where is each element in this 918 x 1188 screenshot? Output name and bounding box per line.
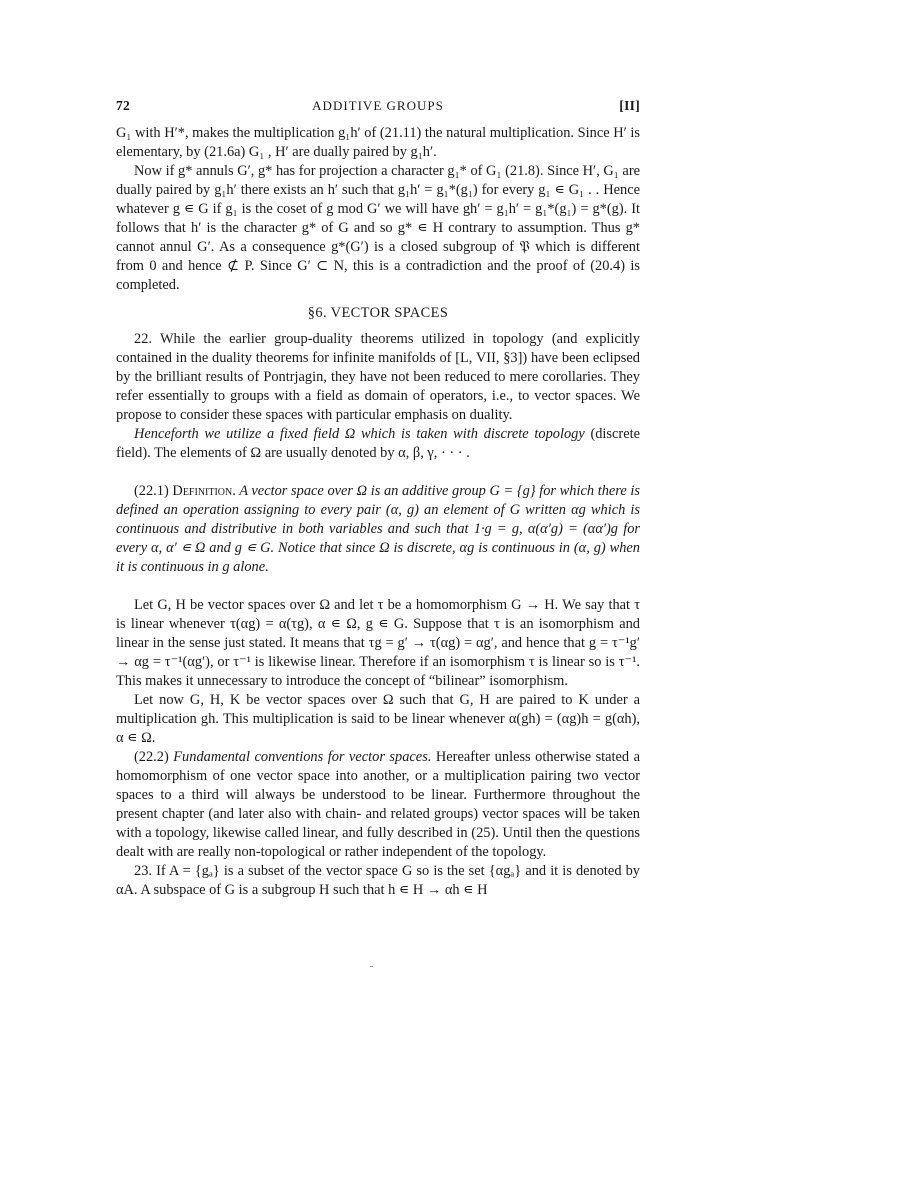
running-title: ADDITIVE GROUPS <box>312 98 444 113</box>
page-body <box>116 96 640 900</box>
running-header <box>116 96 640 116</box>
conventions-rest: Hereafter unless otherwise stated a homomorphism of one vector space into another, or a multiplication pairing two vector spaces to a third will always be understood to be linear. Furthermore throughout the present chapter (and later also with chain- and related groups) vector spaces will be taken with a topology, likewise called linear, and fully described in (25). Until then the questions dealt with are really non-topological or rather independent of the topology. <box>116 749 641 860</box>
page-speck <box>370 966 373 967</box>
definition-label: (22.1) <box>134 483 173 499</box>
paragraph-intro: 22. While the earlier group-duality theorems utilized in topology (and explicitly contained in the duality theorems for infinite manifolds of [L, VII, §3]) have been eclipsed by the brilliant results of Pontrjagin, they have not been reduced to mere corollaries. They refer essentially to groups with a field as domain of operators, i.e., to vector spaces. We propose to consider these spaces with particular emphasis on duality. <box>116 331 640 423</box>
conventions-label: (22.2) <box>134 749 174 765</box>
paragraph-subspace: 23. If A = {gₐ} is a subset of the vector space G so is the set {αgₐ} and it is denoted by αA. A subspace of G is a subgroup H such that h ∊ H → αh ∊ H <box>116 863 640 898</box>
chapter-label: [II] <box>619 98 640 113</box>
paragraph-proof: Now if g* annuls G′, g* has for projection a character g₁* of G₁ (21.8). Since H′, G₁ are dually paired by g₁h′ there exists an h′ such that g₁h′ = g₁*(g₁) for every g₁ ∊ G₁ . . Hence whatever g ∊ G if g₁ is the coset of g mod G′ we will have gh′ = g₁h′ = g₁*(g₁) = g*(g). It follows that h′ is the character g* of G and so g* ∊ H contrary to assumption. Thus g* cannot annul G′. As a consequence g*(G′) is a closed subgroup of 𝔓 which is different from 0 and hence ⊄ P. Since G′ ⊂ N, this is a contradiction and the proof of (20.4) is completed. <box>116 163 640 293</box>
paragraph-linear: Let G, H be vector spaces over Ω and let τ be a homomorphism G → H. We say that τ is linear whenever τ(αg) = α(τg), α ∊ Ω, g ∊ G. Suppose that τ is an isomorphism and linear in the sense just stated. It means that τg = g′ → τ(αg) = αg′, and hence that g = τ⁻¹g′ → αg = τ⁻¹(αg′), or τ⁻¹ is likewise linear. Therefore if an isomorphism τ is linear so is τ⁻¹. This makes it unnecessary to introduce the concept of “bilinear” isomorphism. <box>116 597 640 689</box>
henceforth-rest: (discrete field). The elements of Ω are usually denoted by α, β, γ, · · · . <box>116 426 640 461</box>
paragraph-henceforth <box>116 425 640 463</box>
henceforth-italic: Henceforth we utilize a fixed field Ω which is taken with discrete topology <box>134 426 585 442</box>
conventions-italic: Fundamental conventions for vector spaces. <box>173 749 432 765</box>
paragraph-continuation: G₁ with H′*, makes the multiplication g₁h′ of (21.11) the natural multiplication. Since H′ is elementary, by (21.6a) G₁ , H′ are dually paired by g₁h′. <box>116 125 640 160</box>
definition-lead: Definition. <box>172 483 236 499</box>
definition-block <box>116 482 640 577</box>
page-number: 72 <box>116 98 131 113</box>
paragraph-multiplication: Let now G, H, K be vector spaces over Ω such that G, H are paired to K under a multiplication gh. This multiplication is said to be linear whenever α(gh) = (αg)h = g(αh), α ∊ Ω. <box>116 692 640 746</box>
definition-body: A vector space over Ω is an additive group G = {g} for which there is defined an operation assigning to every pair (α, g) an element of G written αg which is continuous and distributive in both variables and such that 1·g = g, α(α′g) = (αα′)g for every α, α′ ∊ Ω and g ∊ G. Notice that since Ω is discrete, αg is continuous in (α, g) when it is continuous in g alone. <box>116 483 640 575</box>
paragraph-conventions <box>116 748 640 862</box>
section-title: §6. VECTOR SPACES <box>307 305 449 321</box>
